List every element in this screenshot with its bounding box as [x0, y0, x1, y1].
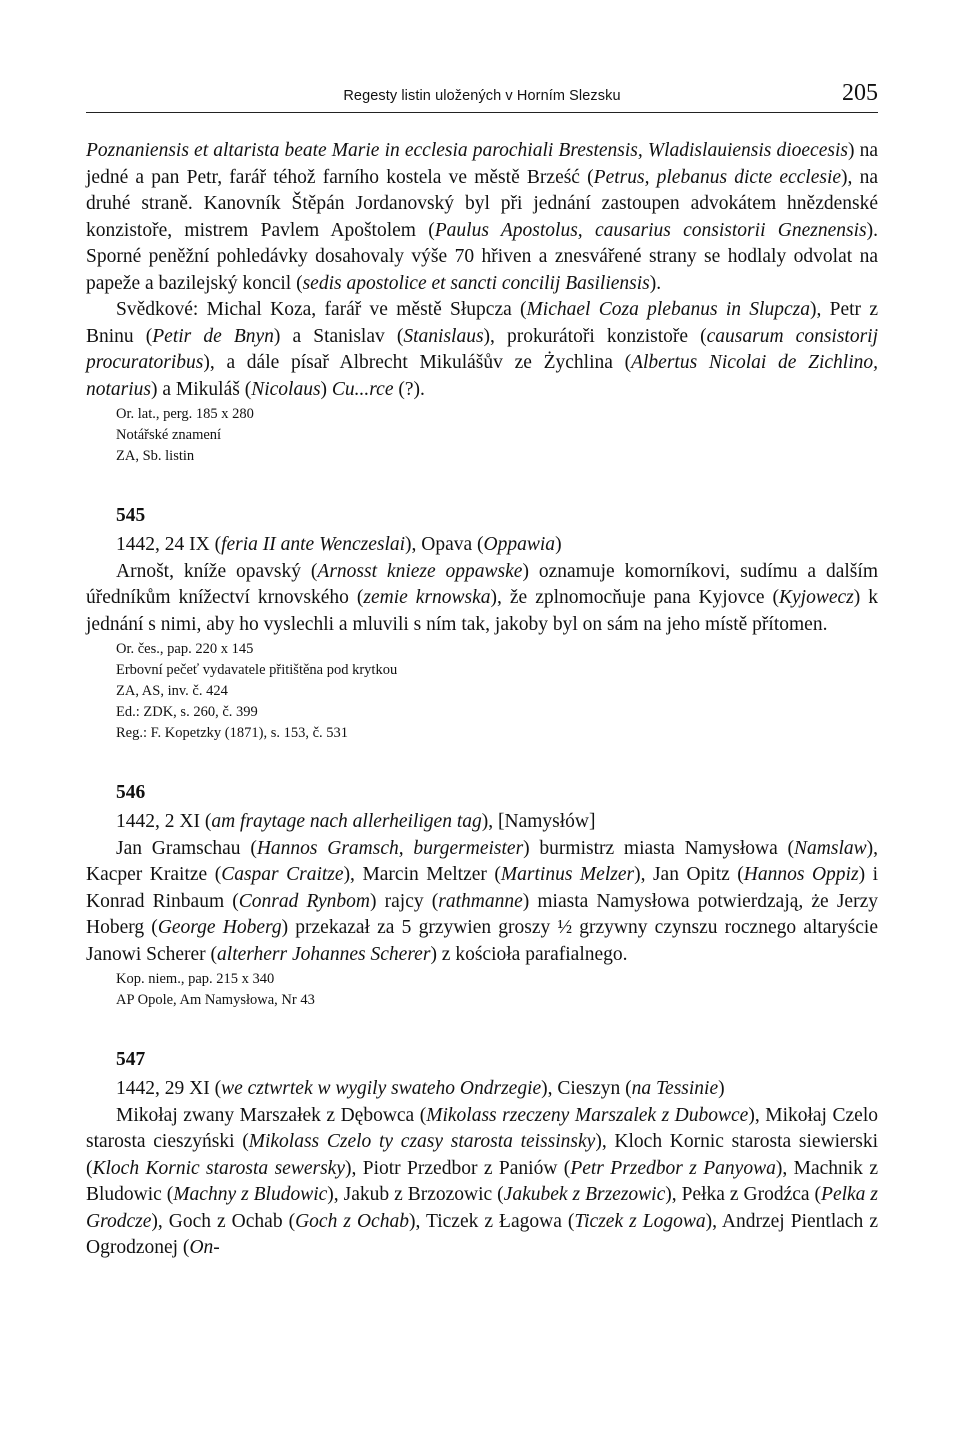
running-head: Regesty listin uložených v Horním Slezsku: [343, 88, 621, 104]
latin-term: sedis apostolice et sancti concilij Basiliensis: [302, 272, 650, 294]
archival-note-line: Notářské znamení: [116, 427, 222, 443]
archival-note-line: ZA, AS, inv. č. 424: [116, 683, 228, 699]
latin-term: Petir de Bnyn: [152, 325, 274, 347]
latin-term: Cu...rce: [331, 378, 394, 400]
latin-term: Jakubek z Brzezowic: [503, 1184, 666, 1205]
archival-note-line: Or. čes., pap. 220 x 145: [116, 641, 254, 657]
latin-term: Namslaw: [794, 837, 867, 859]
latin-term: Albertus Nicolai de Zichlino, notarius: [86, 352, 878, 400]
header-rule: [86, 112, 878, 113]
latin-term: zemie krnowska: [363, 587, 491, 608]
latin-term: Hannos Gramsch, burgermeister: [256, 837, 524, 859]
latin-term: Michael Coza plebanus in Slupcza: [526, 299, 810, 320]
archival-note-line: AP Opole, Am Namysłowa, Nr 43: [116, 992, 315, 1008]
entry-number: 545: [116, 505, 146, 526]
page-body: [86, 112, 878, 1262]
latin-term: Kyjowecz: [779, 587, 854, 608]
regest-entries: [86, 503, 878, 1262]
latin-term: am fraytage nach allerheiligen tag: [211, 811, 482, 832]
latin-term: Martinus Melzer: [500, 864, 635, 885]
latin-term: Nicolaus: [251, 378, 321, 400]
regest-entry: [86, 1047, 878, 1262]
latin-term: Mikolass Czelo ty czasy starosta teissinsky: [248, 1131, 596, 1152]
archival-note-line: Or. lat., perg. 185 x 280: [116, 406, 254, 422]
latin-term: Ticzek z Logowa: [574, 1210, 706, 1232]
latin-term: Caspar Craitze: [221, 864, 344, 885]
latin-term: Conrad Rynbom: [238, 890, 371, 912]
entry-summary: Jan Gramschau (Hannos Gramsch, burgermeister) burmistrz miasta Namysłowa (Namslaw), Kacper Kraitze (Caspar Craitze), Marcin Meltzer (Martinus Melzer), Jan Opitz (Hannos Oppiz) i Konrad Rinbaum (Conrad Rynbom) rajcy (rathmanne) miasta Namysłowa potwierdzają, że Jerzy Hoberg (George Hoberg) przekazał za 5 grzywien groszy ½ grzywny czynszu rocznego altaryście Janowi Scherer (alterherr Johannes Scherer) z kościoła parafialnego.: [86, 837, 879, 965]
document-page: [86, 78, 878, 1262]
archival-notes: [86, 404, 878, 467]
regest-entry: [86, 780, 878, 1011]
continued-paragraph: Poznaniensis et altarista beate Marie in ecclesia parochiali Brestensis, Wladislauiensis dioecesis) na jedné a pan Petr, farář téhož farního kostela ve městě Brześć (Petrus, plebanus dicte ecclesie), na druhé straně. Kanovník Štěpán Jordanovský byl při jednání zastoupen advokátem hnězdenské konzistoře, mistrem Pavlem Apoštolem (Paulus Apostolus, causarius consistorii Gneznensis). Sporné peněžní pohledávky dosahovaly výše 70 hřiven a znesvářené strany se hodlaly odvolat na papeže a bazilejský koncil (sedis apostolice et sancti concilij Basiliensis).: [86, 140, 878, 294]
latin-term: Oppawia: [483, 534, 556, 555]
latin-term: Hannos Oppiz: [743, 864, 859, 885]
latin-term: Petrus, plebanus dicte ecclesie: [593, 166, 842, 188]
entry-summary: Arnošt, kníže opavský (Arnosst knieze oppawske) oznamuje komorníkovi, sudímu a dalším úředníkům knížectví krnovského (zemie krnowska), že zplnomocňuje pana Kyjovce (Kyjowecz) k jednání s nimi, aby ho vyslechli a mluvili s ním tak, jakoby byl on sám na jeho místě přítomen.: [86, 560, 878, 635]
archival-notes: [86, 639, 878, 744]
regest-entry: [86, 503, 878, 744]
latin-term: Goch z Ochab: [295, 1210, 409, 1232]
archival-note-line: Kop. niem., pap. 215 x 340: [116, 971, 275, 987]
archival-note-line: Erbovní pečeť vydavatele přitištěna pod krytkou: [116, 662, 398, 678]
latin-term: Kloch Kornic starosta sewersky: [92, 1157, 345, 1179]
page-header: [86, 78, 878, 112]
latin-term: Arnosst knieze oppawske: [317, 560, 523, 582]
latin-term: we cztwrtek w wygily swateho Ondrzegie: [221, 1078, 542, 1099]
latin-term: rathmanne: [438, 890, 523, 912]
entry-date-place: 1442, 24 IX (feria II ante Wenczeslai), Opava (Oppawia): [116, 534, 562, 555]
latin-term: na Tessinie: [631, 1078, 719, 1099]
archival-notes: [86, 969, 878, 1011]
latin-term: Petr Przedbor z Panyowa: [570, 1157, 776, 1179]
entry-number: 547: [116, 1049, 146, 1070]
entry-number: 546: [116, 782, 146, 803]
latin-term: alterherr Johannes Scherer: [217, 943, 431, 965]
latin-term: Stanislaus: [403, 325, 484, 347]
latin-term: Paulus Apostolus, causarius consistorii Gneznensis: [434, 219, 867, 241]
latin-term: feria II ante Wenczeslai: [221, 534, 406, 555]
entry-date-place: 1442, 29 XI (we cztwrtek w wygily swateho Ondrzegie), Cieszyn (na Tessinie): [116, 1078, 725, 1099]
latin-term: Poznaniensis et altarista beate Marie in ecclesia parochiali Brestensis, Wladislauiensis dioecesis: [86, 140, 848, 161]
witnesses-paragraph: Svědkové: Michal Koza, farář ve městě Słupcza (Michael Coza plebanus in Slupcza), Petr z Bninu (Petir de Bnyn) a Stanislav (Stanislaus), prokurátoři konzistoře (causarum consistorij procuratoribus), a dále písař Albrecht Mikulášův ze Żychlina (Albertus Nicolai de Zichlino, notarius) a Mikuláš (Nicolaus) Cu...rce (?).: [86, 299, 879, 400]
latin-term: Mikolass rzeczeny Marszalek z Dubowce: [426, 1104, 749, 1126]
archival-note-line: Ed.: ZDK, s. 260, č. 399: [116, 704, 258, 720]
archival-note-line: Reg.: F. Kopetzky (1871), s. 153, č. 531: [116, 725, 349, 741]
page-number: 205: [842, 80, 878, 106]
latin-term: On-: [189, 1237, 220, 1258]
latin-term: causarum consistorij procuratoribus: [86, 325, 879, 373]
latin-term: George Hoberg: [157, 917, 282, 938]
latin-term: Pelka z Grodcze: [86, 1184, 878, 1232]
entry-summary: Mikołaj zwany Marszałek z Dębowca (Mikolass rzeczeny Marszalek z Dubowce), Mikołaj Czelo starosta cieszyński (Mikolass Czelo ty czasy starosta teissinsky), Kloch Kornic starosta siewierski (Kloch Kornic starosta sewersky), Piotr Przedbor z Paniów (Petr Przedbor z Panyowa), Machnik z Bludowic (Machny z Bludowic), Jakub z Brzozowic (Jakubek z Brzezowic), Pełka z Grodźca (Pelka z Grodcze), Goch z Ochab (Goch z Ochab), Ticzek z Łagowa (Ticzek z Logowa), Andrzej Pientlach z Ogrodzonej (On-: [86, 1104, 878, 1258]
latin-term: Machny z Bludowic: [173, 1184, 328, 1205]
archival-note-line: ZA, Sb. listin: [116, 448, 195, 464]
entry-date-place: 1442, 2 XI (am fraytage nach allerheiligen tag), [Namysłów]: [116, 811, 596, 832]
